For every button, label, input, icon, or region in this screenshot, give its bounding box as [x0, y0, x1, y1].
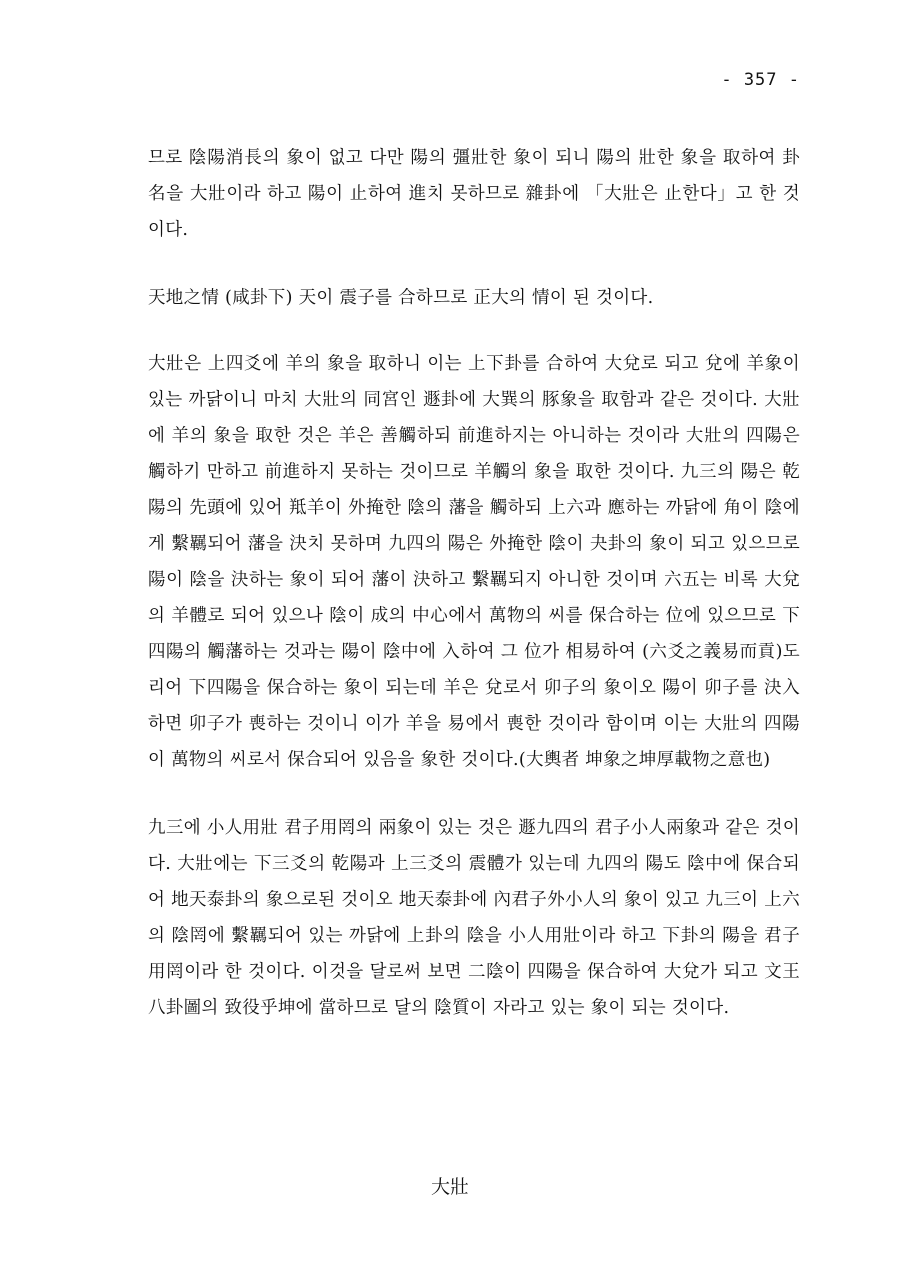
paragraph-1: 므로 陰陽消長의 象이 없고 다만 陽의 彊壯한 象이 되니 陽의 壯한 象을 取하여 卦名을 大壯이라 하고 陽이 止하여 進치 못하므로 雜卦에 「大壯은 止한다」고 한 것이다.	[148, 148, 800, 240]
page-footer-title: 大壯	[430, 1176, 469, 1198]
page-number: - 357 -	[721, 70, 800, 90]
page-body	[148, 140, 800, 1058]
paragraph-4: 九三에 小人用壯 君子用罔의 兩象이 있는 것은 遯九四의 君子小人兩象과 같은 것이다. 大壯에는 下三爻의 乾陽과 上三爻의 震體가 있는데 九四의 陽도 陰中에 保合되어 地天泰卦의 象으로된 것이오 地天泰卦에 內君子外小人의 象이 있고 九三이 上六의 陰罔에 繫羈되어 있는 까닭에 上卦의 陰을 小人用壯이라 하고 下卦의 陽을 君子用罔이라 한 것이다. 이것을 달로써 보면 二陰이 四陽을 保合하여 大兌가 되고 文王八卦圖의 致役乎坤에 當하므로 달의 陰質이 자라고 있는 象이 되는 것이다.	[148, 818, 800, 1018]
paragraph-2: 天地之情 (咸卦下) 天이 震子를 合하므로 正大의 情이 된 것이다.	[148, 288, 654, 308]
paragraph-3: 大壯은 上四爻에 羊의 象을 取하니 이는 上下卦를 合하여 大兌로 되고 兌에 羊象이 있는 까닭이니 마치 大壯의 同宮인 遯卦에 大巽의 豚象을 取함과 같은 것이다. 大壯에 羊의 象을 取한 것은 羊은 善觸하되 前進하지는 아니하는 것이라 大壯의 四陽은 觸하기 만하고 前進하지 못하는 것이므로 羊觸의 象을 取한 것이다. 九三의 陽은 乾陽의 先頭에 있어 羝羊이 外掩한 陰의 藩을 觸하되 上六과 應하는 까닭에 角이 陰에게 繫羈되어 藩을 決치 못하며 九四의 陽은 外掩한 陰이 夬卦의 象이 되고 있으므로 陽이 陰을 決하는 象이 되어 藩이 決하고 繫羈되지 아니한 것이며 六五는 비록 大兌의 羊體로 되어 있으나 陰이 成의 中心에서 萬物의 씨를 保合하는 位에 있으므로 下四陽의 觸藩하는 것과는 陽이 陰中에 入하여 그 位가 相易하여 (六爻之義易而貢)도리어 下四陽을 保合하는 象이 되는데 羊은 兌로서 卯子의 象이오 陽이 卯子를 決入하면 卯子가 喪하는 것이니 이가 羊을 易에서 喪한 것이라 함이며 이는 大壯의 四陽이 萬物의 씨로서 保合되어 있음을 象한 것이다.(大輿者 坤象之坤厚載物之意也)	[148, 354, 800, 770]
